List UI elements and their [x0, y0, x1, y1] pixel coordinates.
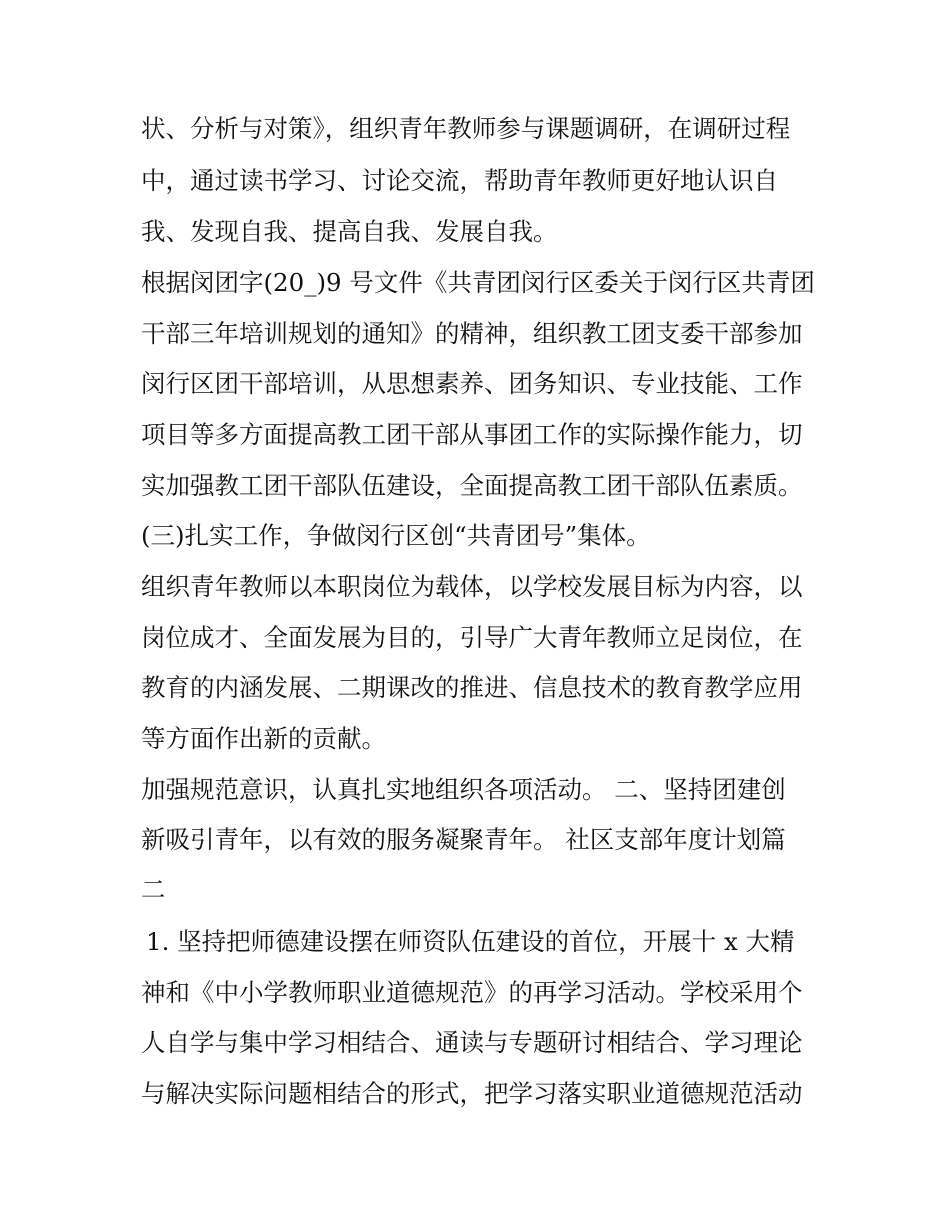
- text-line: 项目等多方面提高教工团干部从事团工作的实际操作能力，切: [141, 420, 803, 449]
- text-line: 闵行区团干部培训，从思想素养、团务知识、专业技能、工作: [141, 369, 803, 398]
- text-line: 岗位成才、全面发展为目的，引导广大青年教师立足岗位，在: [141, 623, 803, 652]
- text-line: 人自学与集中学习相结合、通读与专题研讨相结合、学习理论: [141, 1028, 803, 1057]
- text-line: 中，通过读书学习、讨论交流，帮助青年教师更好地认识自: [141, 166, 778, 195]
- text-line: 神和《中小学教师职业道德规范》的再学习活动。学校采用个: [141, 978, 803, 1007]
- text-line: 二: [141, 875, 166, 904]
- text-line: 与解决实际问题相结合的形式，把学习落实职业道德规范活动: [141, 1079, 803, 1108]
- text-line: 状、分析与对策》，组织青年教师参与课题调研，在调研过程: [141, 114, 791, 143]
- section-heading: (三)扎实工作，争做闵行区创“共青团号”集体。: [141, 521, 651, 550]
- text-line: 教育的内涵发展、二期课改的推进、信息技术的教育教学应用: [141, 673, 803, 702]
- text-line: 等方面作出新的贡献。: [141, 724, 386, 753]
- text-line: 新吸引青年，以有效的服务凝聚青年。 社区支部年度计划篇: [141, 825, 786, 854]
- text-line: 根据闵团字(20_)9 号文件《共青团闵行区委关于闵行区共青团: [141, 268, 815, 297]
- text-line: 我、发现自我、提高自我、发展自我。: [141, 217, 558, 246]
- text-line: 实加强教工团干部队伍建设，全面提高教工团干部队伍素质。: [141, 471, 803, 500]
- text-line: 干部三年培训规划的通知》的精神，组织教工团支委干部参加: [141, 319, 803, 348]
- text-line: 组织青年教师以本职岗位为载体，以学校发展目标为内容，以: [141, 572, 803, 601]
- text-line: 加强规范意识，认真扎实地组织各项活动。 二、坚持团建创: [141, 775, 786, 804]
- list-item: 1. 坚持把师德建设摆在师资队伍建设的首位，开展十 x 大精: [146, 927, 795, 956]
